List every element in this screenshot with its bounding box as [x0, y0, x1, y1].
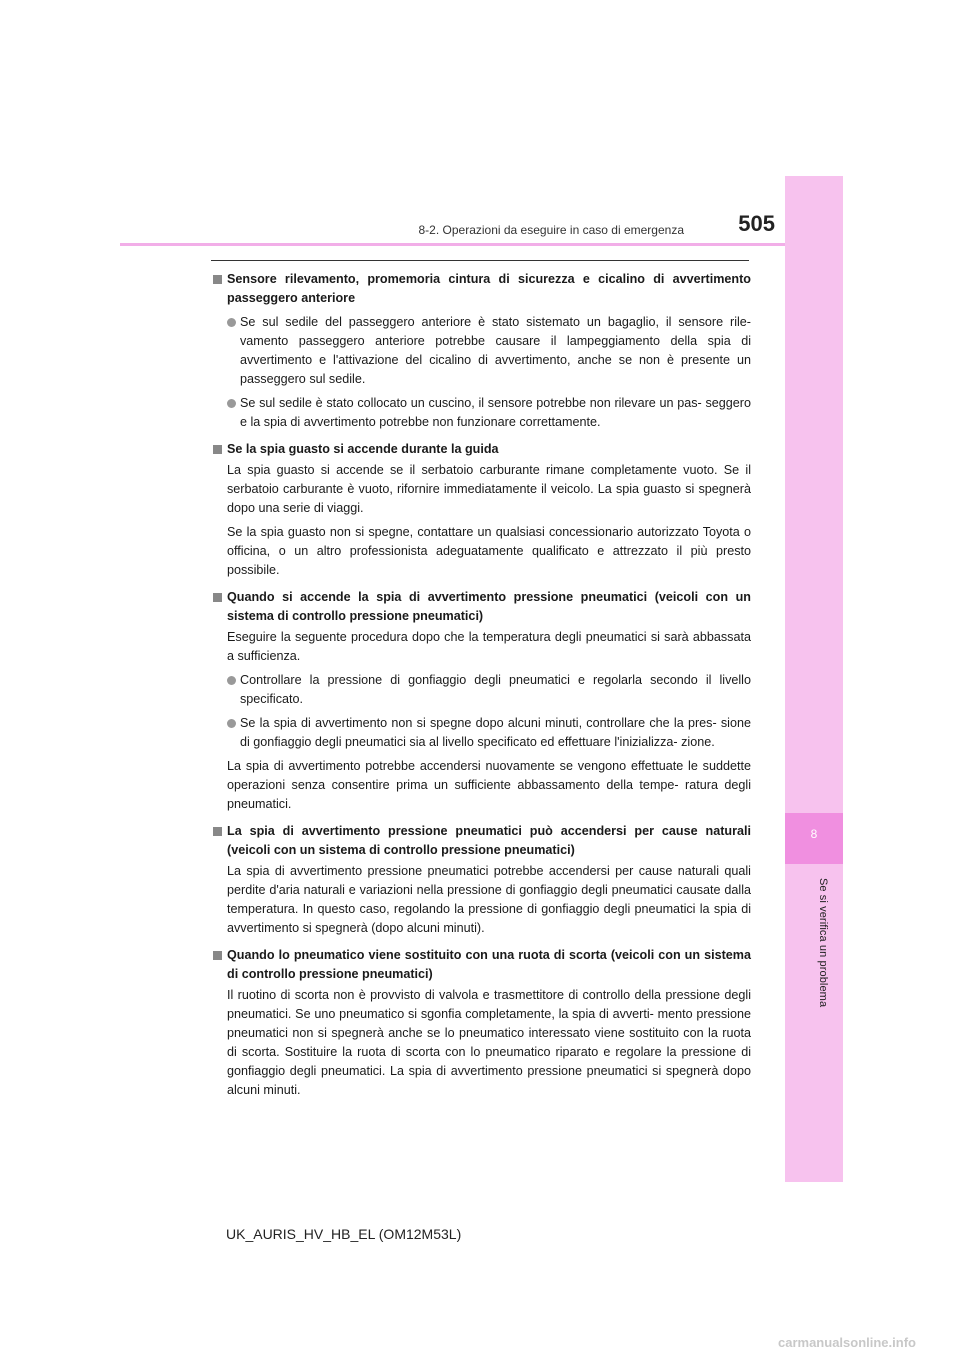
chapter-title: Se si verifica un problema [817, 878, 829, 1008]
section-title: 8-2. Operazioni da eseguire in caso di emergenza [418, 223, 684, 237]
page-number: 505 [738, 211, 775, 236]
header-rule [120, 243, 785, 246]
section-heading: Sensore rilevamento, promemoria cintura di sicurezza e cicalino di avvertimento passeggero anteriore [213, 270, 751, 308]
content-body [213, 266, 751, 1100]
square-bullet-icon [213, 593, 222, 602]
section-heading: Quando si accende la spia di avvertimento pressione pneumatici (veicoli con un sistema di controllo pressione pneumatici) [213, 588, 751, 626]
section-heading: Quando lo pneumatico viene sostituito con una ruota di scorta (veicoli con un sistema di controllo pressione pneumatici) [213, 946, 751, 984]
paragraph: La spia guasto si accende se il serbatoio carburante rimane completamente vuoto. Se il serbatoio carburante è vuoto, rifornire immediatamente il veicolo. La spia guasto si spegnerà dopo una serie di viaggi. [227, 463, 751, 515]
round-bullet-icon [227, 719, 236, 728]
content-top-rule [211, 260, 749, 261]
paragraph: La spia di avvertimento potrebbe accendersi nuovamente se vengono effettuate le suddette operazioni senza consentire prima un sufficiente abbassamento della tempe- ratura degli pneumatici. [227, 759, 751, 811]
paragraph: Il ruotino di scorta non è provvisto di valvola e trasmettitore di controllo della pressione degli pneumatici. Se uno pneumatico si sgonfia completamente, la spia di avverti- mento pressione pneumatici non si spegnerà anche se lo pneumatico interessato viene sostituito con la ruota di scorta. Sostituire la ruota di scorta con lo pneumatico riparato e regolare la pressione di gonfiaggio degli pneumatici. La spia di avvertimento pressione pneumatici si spegnerà dopo alcuni minuti. [227, 988, 751, 1097]
round-bullet-icon [227, 399, 236, 408]
square-bullet-icon [213, 275, 222, 284]
square-bullet-icon [213, 827, 222, 836]
section-heading: La spia di avvertimento pressione pneumatici può accendersi per cause naturali (veicoli con un sistema di controllo pressione pneumatici) [213, 822, 751, 860]
paragraph: La spia di avvertimento pressione pneumatici potrebbe accendersi per cause naturali quali perdite d'aria naturali e variazioni nella pressione di gonfiaggio degli pneumatici causate dalla temperatura. In questo caso, regolando la pressione di gonfiaggio degli pneumatici la spia di avvertimento si spegnerà (dopo alcuni minuti). [227, 864, 751, 935]
chapter-number: 8 [810, 827, 818, 841]
section-heading: Se la spia guasto si accende durante la guida [213, 440, 751, 459]
paragraph: Eseguire la seguente procedura dopo che la temperatura degli pneumatici si sarà abbassata a sufficienza. [227, 630, 751, 663]
list-item: Controllare la pressione di gonfiaggio degli pneumatici e regolarla secondo il livello specificato. [227, 671, 751, 709]
round-bullet-icon [227, 676, 236, 685]
list-item: Se sul sedile del passeggero anteriore è stato sistemato un bagaglio, il sensore rile- vamento passeggero anteriore potrebbe causare il lampeggiamento della spia di avvertimento e l'attivazione del cicalino di avvertimento, anche se non è presente un passeggero sul sedile. [227, 313, 751, 389]
list-item: Se la spia di avvertimento non si spegne dopo alcuni minuti, controllare che la pres- sione di gonfiaggio degli pneumatici sia al livello specificato ed effettuare l'inizializza- zione. [227, 714, 751, 752]
document-code: UK_AURIS_HV_HB_EL (OM12M53L) [226, 1226, 462, 1242]
square-bullet-icon [213, 951, 222, 960]
square-bullet-icon [213, 445, 222, 454]
list-item: Se sul sedile è stato collocato un cuscino, il sensore potrebbe non rilevare un pas- seggero e la spia di avvertimento potrebbe non funzionare correttamente. [227, 394, 751, 432]
round-bullet-icon [227, 318, 236, 327]
paragraph: Se la spia guasto non si spegne, contattare un qualsiasi concessionario autorizzato Toyota o officina, o un altro professionista adeguatamente qualificato e attrezzato il più presto possibile. [227, 525, 751, 577]
watermark: carmanualsonline.info [778, 1335, 916, 1350]
